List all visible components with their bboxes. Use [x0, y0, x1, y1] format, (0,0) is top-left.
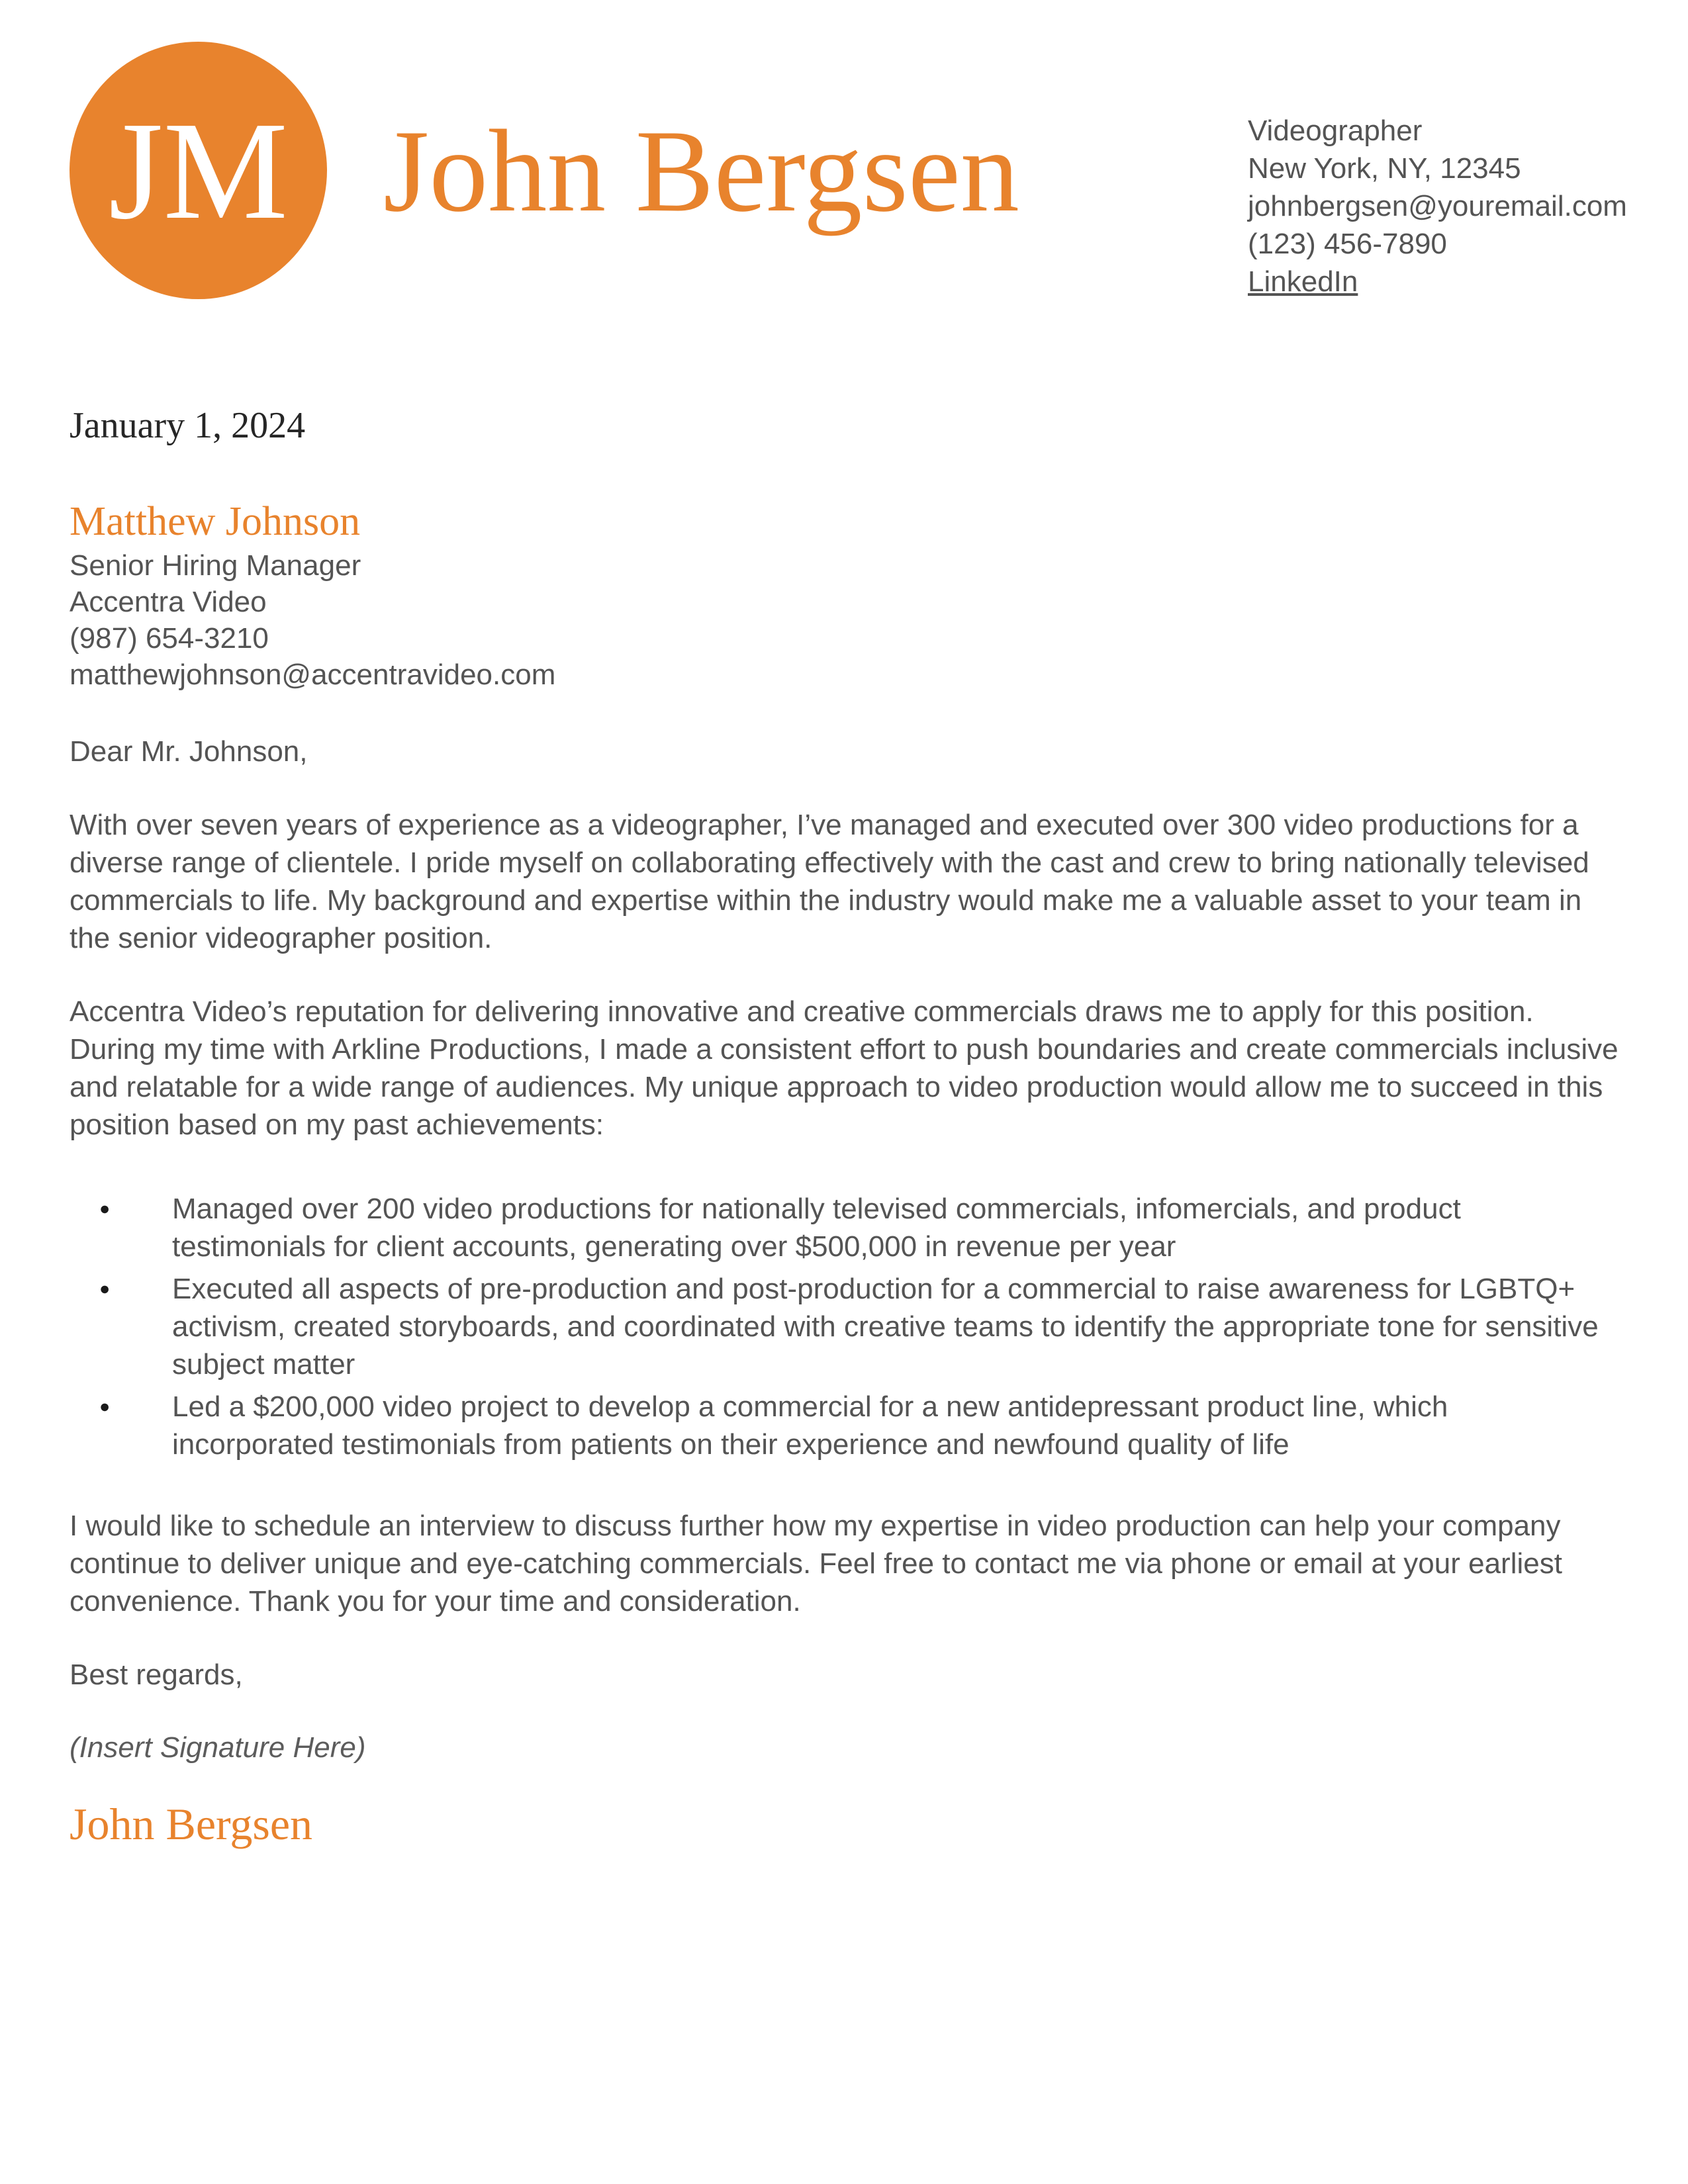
header — [70, 42, 1627, 300]
valediction: Best regards, — [70, 1659, 243, 1691]
bullet-icon: ● — [99, 1199, 111, 1218]
list-item — [99, 1190, 1618, 1265]
brand — [70, 42, 1019, 299]
list-item-text: Managed over 200 video productions for nationally televised commercials, infomercials, and product testimonials for client accounts, generating over $500,000 in revenue per year — [172, 1193, 1461, 1263]
monogram-avatar — [70, 42, 327, 299]
recipient-block — [70, 496, 1618, 693]
contact-role: Videographer — [1248, 114, 1423, 147]
contact-phone: (123) 456-7890 — [1248, 228, 1447, 260]
bullet-icon: ● — [99, 1396, 111, 1416]
list-item — [99, 1270, 1618, 1383]
signature-placeholder: (Insert Signature Here) — [70, 1731, 366, 1764]
recipient-phone: (987) 654-3210 — [70, 622, 269, 655]
recipient-title: Senior Hiring Manager — [70, 549, 361, 582]
recipient-name: Matthew Johnson — [70, 499, 361, 544]
salutation: Dear Mr. Johnson, — [70, 735, 308, 768]
contact-info-block — [1248, 112, 1627, 300]
contact-location: New York, NY, 12345 — [1248, 152, 1521, 185]
list-item — [99, 1388, 1618, 1463]
closing-paragraph: I would like to schedule an interview to discuss further how my expertise in video production can help your company continue to deliver unique and eye-catching commercials. Feel free to contact me via phone or email at your earliest convenience. Thank you for your time and consideration. — [70, 1510, 1562, 1617]
recipient-company: Accentra Video — [70, 586, 267, 618]
signature-name: John Bergsen — [70, 1799, 313, 1849]
letter-date: January 1, 2024 — [70, 405, 306, 446]
recipient-email: matthewjohnson@accentravideo.com — [70, 659, 556, 691]
list-item-text: Led a $200,000 video project to develop a commercial for a new antidepressant product line, which incorporated testimonials from patients on their experience and newfound quality of life — [172, 1390, 1448, 1461]
monogram-initials: JM — [108, 92, 288, 248]
achievements-list — [70, 1190, 1618, 1463]
bullet-icon: ● — [99, 1279, 111, 1298]
page-title: John Bergsen — [383, 105, 1019, 236]
body-paragraph-1: With over seven years of experience as a videographer, I’ve managed and executed over 300 video productions for a diverse range of clientele. I pride myself on collaborating effectively with the cast and crew to bring nationally televised commercials to life. My background and expertise within the industry would make me a valuable asset to your team in the senior videographer position. — [70, 809, 1589, 954]
linkedin-link[interactable]: LinkedIn — [1248, 265, 1358, 298]
contact-email: johnbergsen@youremail.com — [1248, 190, 1627, 222]
body-paragraph-2: Accentra Video’s reputation for delivering innovative and creative commercials draws me to apply for this position. During my time with Arkline Productions, I made a consistent effort to push boundaries and create commercials inclusive and relatable for a wide range of audiences. My unique approach to video production would allow me to succeed in this position based on my past achievements: — [70, 995, 1618, 1141]
list-item-text: Executed all aspects of pre-production and post-production for a commercial to raise awareness for LGBTQ+ activism, created storyboards, and coordinated with creative teams to identify the appropriate tone for sensitive subject matter — [172, 1273, 1599, 1381]
